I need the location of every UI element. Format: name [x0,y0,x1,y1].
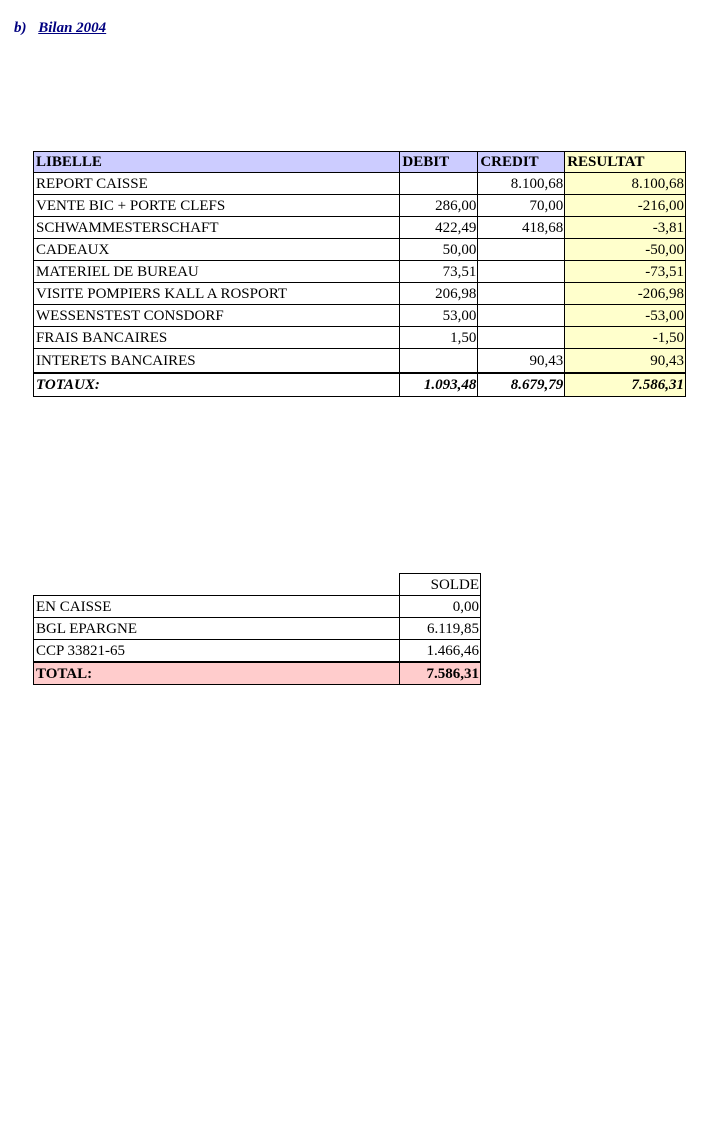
cell-libelle: INTERETS BANCAIRES [34,349,400,374]
total-credit: 8.679,79 [478,373,565,397]
balance-header-spacer [34,574,400,596]
table-row [34,349,686,374]
balance-row [34,640,481,663]
cell-libelle: WESSENSTEST CONSDORF [34,305,400,327]
cell-credit: 90,43 [478,349,565,374]
balance-row [34,618,481,640]
table-row [34,239,686,261]
column-header-libelle: LIBELLE [34,152,400,173]
cell-credit [478,305,565,327]
section-label: b) [14,20,27,36]
balance-amount: 6.119,85 [400,618,481,640]
totals-label: TOTAUX: [34,373,400,397]
cell-credit: 70,00 [478,195,565,217]
table-row [34,327,686,349]
cell-credit: 8.100,68 [478,173,565,195]
total-debit: 1.093,48 [400,373,478,397]
cell-credit [478,261,565,283]
balance-account: EN CAISSE [34,596,400,618]
balance-amount: 0,00 [400,596,481,618]
cell-credit [478,239,565,261]
cell-resultat: -73,51 [565,261,686,283]
cell-debit: 422,49 [400,217,478,239]
cell-debit [400,349,478,374]
table-header-row [34,152,686,173]
column-header-credit: CREDIT [478,152,565,173]
total-resultat: 7.586,31 [565,373,686,397]
cell-debit: 206,98 [400,283,478,305]
table-row [34,217,686,239]
cell-resultat: 8.100,68 [565,173,686,195]
cell-resultat: -206,98 [565,283,686,305]
section-heading [14,20,106,37]
table-row [34,173,686,195]
cell-resultat: -216,00 [565,195,686,217]
cell-debit: 1,50 [400,327,478,349]
cell-debit: 286,00 [400,195,478,217]
cell-debit: 73,51 [400,261,478,283]
cell-libelle: MATERIEL DE BUREAU [34,261,400,283]
balance-table [33,573,481,685]
column-header-debit: DEBIT [400,152,478,173]
balance-account: CCP 33821-65 [34,640,400,663]
cell-resultat: 90,43 [565,349,686,374]
balance-header-row [34,574,481,596]
cell-resultat: -1,50 [565,327,686,349]
balance-total-row [34,662,481,685]
column-header-resultat: RESULTAT [565,152,686,173]
cell-libelle: CADEAUX [34,239,400,261]
balance-total-label: TOTAL: [34,662,400,685]
table-row [34,283,686,305]
balance-total-amount: 7.586,31 [400,662,481,685]
section-title: Bilan 2004 [38,20,107,36]
bilan-table [33,151,686,397]
cell-credit [478,283,565,305]
cell-libelle: VENTE BIC + PORTE CLEFS [34,195,400,217]
cell-libelle: FRAIS BANCAIRES [34,327,400,349]
column-header-solde: SOLDE [400,574,481,596]
cell-libelle: SCHWAMMESTERSCHAFT [34,217,400,239]
cell-resultat: -53,00 [565,305,686,327]
balance-row [34,596,481,618]
cell-debit: 53,00 [400,305,478,327]
cell-libelle: VISITE POMPIERS KALL A ROSPORT [34,283,400,305]
cell-debit: 50,00 [400,239,478,261]
balance-amount: 1.466,46 [400,640,481,663]
totals-row [34,373,686,397]
cell-credit: 418,68 [478,217,565,239]
cell-libelle: REPORT CAISSE [34,173,400,195]
table-row [34,261,686,283]
cell-debit [400,173,478,195]
table-row [34,305,686,327]
cell-resultat: -3,81 [565,217,686,239]
cell-credit [478,327,565,349]
table-row [34,195,686,217]
cell-resultat: -50,00 [565,239,686,261]
balance-account: BGL EPARGNE [34,618,400,640]
